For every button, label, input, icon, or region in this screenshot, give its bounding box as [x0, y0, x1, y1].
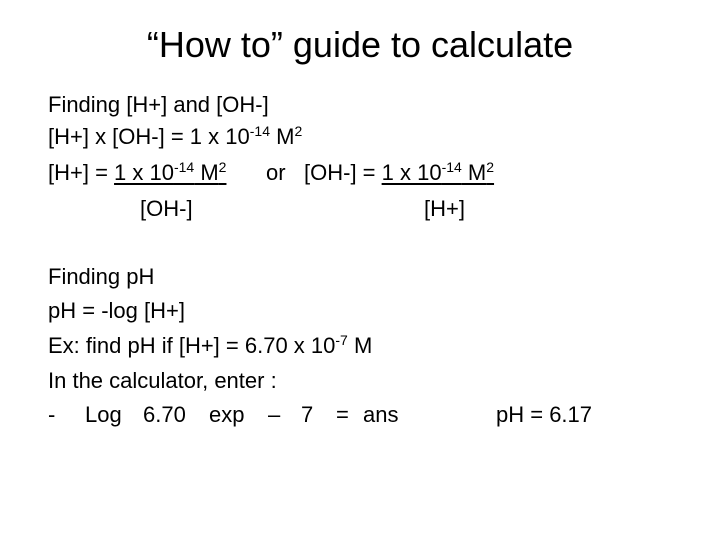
or-word: or — [266, 160, 286, 185]
ph-formula: pH = -log [H+] — [48, 298, 185, 323]
page-title: “How to” guide to calculate — [146, 24, 574, 65]
example-unit: M — [347, 333, 373, 358]
key-negative: – — [268, 402, 281, 427]
oh-denominator: [H+] — [424, 196, 465, 221]
ph-result: pH = 6.17 — [496, 402, 593, 427]
h-equation — [48, 160, 226, 186]
key-seven: 7 — [301, 402, 314, 427]
key-minus: - — [48, 402, 56, 427]
example-exponent: -7 — [335, 332, 348, 348]
kw-equation — [48, 124, 302, 150]
key-ans: ans — [363, 402, 399, 427]
h-numerator: 1 x $10^{-14}$ $M^2$ — [114, 159, 227, 185]
key-number: 6.70 — [143, 402, 186, 427]
oh-lhs: [OH-] = — [304, 160, 382, 185]
oh-numerator: 1 x $10^{-14}$ $M^2$ — [381, 159, 495, 185]
h-denominator: [OH-] — [140, 196, 193, 221]
calculator-intro: In the calculator, enter : — [48, 368, 277, 393]
section1-heading: Finding [H+] and [OH-] — [48, 92, 269, 117]
key-log: Log — [85, 402, 122, 427]
example-line — [48, 333, 372, 359]
key-exp: exp — [209, 402, 245, 427]
example-text: Ex: find pH if [H+] = 6.70 x 10 — [48, 333, 336, 358]
key-equals: = — [336, 402, 349, 427]
kw-unit: M — [269, 124, 295, 149]
kw-lhs: [H+] x [OH-] = 1 x 10 — [48, 124, 250, 149]
section2-heading: Finding pH — [48, 264, 155, 289]
h-lhs: [H+] = — [48, 160, 115, 185]
kw-unit-exponent: 2 — [294, 123, 303, 139]
kw-exponent: -14 — [249, 123, 270, 139]
oh-equation — [304, 160, 494, 186]
